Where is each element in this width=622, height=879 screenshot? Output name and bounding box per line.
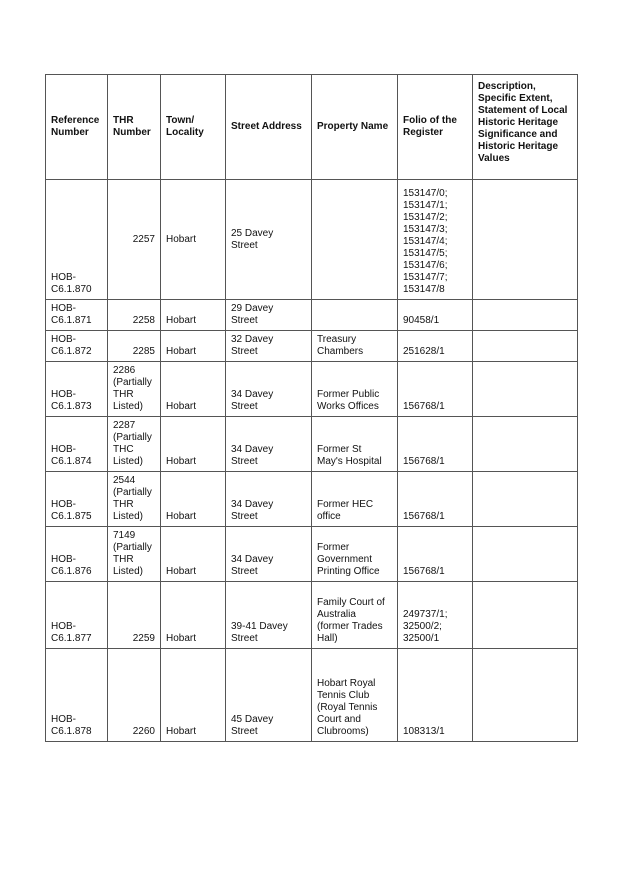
cell-thr: 2285 xyxy=(108,331,161,362)
heritage-register-table xyxy=(45,74,578,742)
cell-town: Hobart xyxy=(161,472,226,527)
header-property-name: Property Name xyxy=(312,75,398,180)
cell-town: Hobart xyxy=(161,527,226,582)
cell-property: Former St May's Hospital xyxy=(312,417,398,472)
header-reference-number: Reference Number xyxy=(46,75,108,180)
cell-reference: HOB- C6.1.873 xyxy=(46,362,108,417)
cell-folio: 156768/1 xyxy=(398,472,473,527)
table-row xyxy=(46,362,578,417)
cell-reference: HOB- C6.1.876 xyxy=(46,527,108,582)
cell-folio: 156768/1 xyxy=(398,417,473,472)
cell-thr: 2287 (Partially THC Listed) xyxy=(108,417,161,472)
cell-folio: 108313/1 xyxy=(398,649,473,742)
cell-reference: HOB- C6.1.870 xyxy=(46,180,108,300)
cell-town: Hobart xyxy=(161,362,226,417)
cell-thr: 7149 (Partially THR Listed) xyxy=(108,527,161,582)
table-row xyxy=(46,180,578,300)
cell-folio: 153147/0; 153147/1; 153147/2; 153147/3; 153147/4; 153147/5; 153147/6; 153147/7; 153147/8 xyxy=(398,180,473,300)
cell-property: Former HEC office xyxy=(312,472,398,527)
cell-reference: HOB- C6.1.872 xyxy=(46,331,108,362)
cell-street: 34 Davey Street xyxy=(226,417,312,472)
cell-thr: 2260 xyxy=(108,649,161,742)
table-row xyxy=(46,300,578,331)
cell-description xyxy=(473,362,578,417)
header-row xyxy=(46,75,578,180)
table-row xyxy=(46,331,578,362)
cell-description xyxy=(473,180,578,300)
header-folio: Folio of the Register xyxy=(398,75,473,180)
cell-description xyxy=(473,300,578,331)
cell-description xyxy=(473,649,578,742)
cell-town: Hobart xyxy=(161,649,226,742)
table-row xyxy=(46,649,578,742)
cell-description xyxy=(473,331,578,362)
cell-reference: HOB- C6.1.874 xyxy=(46,417,108,472)
cell-reference: HOB- C6.1.878 xyxy=(46,649,108,742)
cell-description xyxy=(473,417,578,472)
table-row xyxy=(46,417,578,472)
cell-property: Former Government Printing Office xyxy=(312,527,398,582)
header-street-address: Street Address xyxy=(226,75,312,180)
cell-street: 34 Davey Street xyxy=(226,472,312,527)
cell-town: Hobart xyxy=(161,180,226,300)
cell-description xyxy=(473,582,578,649)
cell-thr: 2259 xyxy=(108,582,161,649)
cell-property: Hobart Royal Tennis Club (Royal Tennis Court and Clubrooms) xyxy=(312,649,398,742)
header-town-locality: Town/ Locality xyxy=(161,75,226,180)
cell-street: 32 Davey Street xyxy=(226,331,312,362)
table-row xyxy=(46,527,578,582)
cell-reference: HOB- C6.1.877 xyxy=(46,582,108,649)
cell-property xyxy=(312,180,398,300)
table-row xyxy=(46,472,578,527)
cell-town: Hobart xyxy=(161,582,226,649)
cell-thr: 2544 (Partially THR Listed) xyxy=(108,472,161,527)
cell-folio: 156768/1 xyxy=(398,527,473,582)
cell-street: 45 Davey Street xyxy=(226,649,312,742)
cell-property: Family Court of Australia (former Trades Hall) xyxy=(312,582,398,649)
cell-folio: 251628/1 xyxy=(398,331,473,362)
cell-folio: 90458/1 xyxy=(398,300,473,331)
header-thr-number: THR Number xyxy=(108,75,161,180)
cell-street: 39-41 Davey Street xyxy=(226,582,312,649)
cell-town: Hobart xyxy=(161,417,226,472)
cell-property xyxy=(312,300,398,331)
cell-folio: 249737/1; 32500/2; 32500/1 xyxy=(398,582,473,649)
cell-reference: HOB- C6.1.875 xyxy=(46,472,108,527)
cell-description xyxy=(473,472,578,527)
cell-street: 34 Davey Street xyxy=(226,362,312,417)
cell-property: Treasury Chambers xyxy=(312,331,398,362)
header-description: Description, Specific Extent, Statement of Local Historic Heritage Significance and Historic Heritage Values xyxy=(473,75,578,180)
cell-description xyxy=(473,527,578,582)
cell-reference: HOB- C6.1.871 xyxy=(46,300,108,331)
cell-property: Former Public Works Offices xyxy=(312,362,398,417)
table-row xyxy=(46,582,578,649)
cell-thr: 2258 xyxy=(108,300,161,331)
cell-street: 29 Davey Street xyxy=(226,300,312,331)
cell-thr: 2286 (Partially THR Listed) xyxy=(108,362,161,417)
cell-town: Hobart xyxy=(161,300,226,331)
cell-street: 25 Davey Street xyxy=(226,180,312,300)
cell-street: 34 Davey Street xyxy=(226,527,312,582)
cell-thr: 2257 xyxy=(108,180,161,300)
cell-folio: 156768/1 xyxy=(398,362,473,417)
cell-town: Hobart xyxy=(161,331,226,362)
